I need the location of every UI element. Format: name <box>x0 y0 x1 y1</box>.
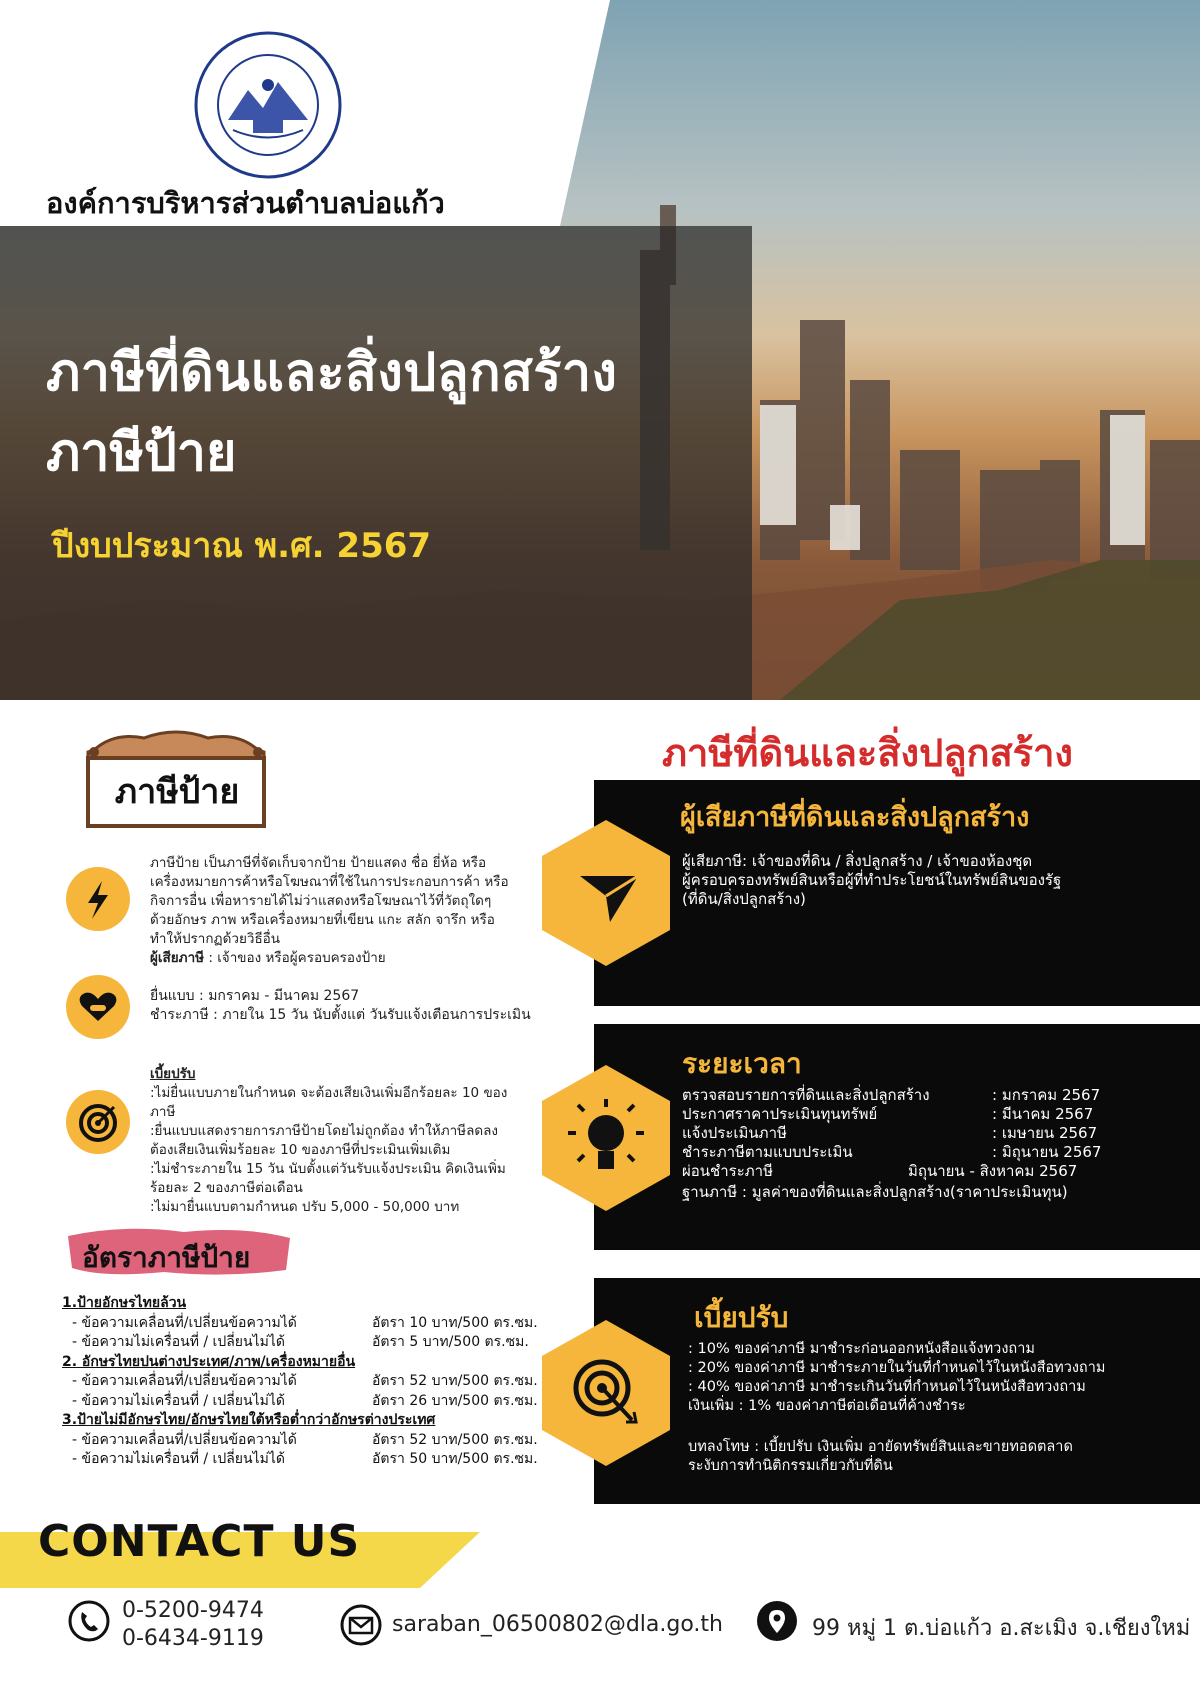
penalty-line: :ไม่ยื่นแบบภายในกำหนด จะต้องเสียเงินเพิ่มอีกร้อยละ 10 ของ <box>150 1085 508 1101</box>
handshake-heart-icon <box>66 975 130 1039</box>
period-item: ประกาศราคาประเมินทุนทรัพย์ <box>682 1105 878 1123</box>
rate-value: อัตรา 52 บาท/500 ตร.ซม. <box>372 1431 538 1448</box>
period-date: : มีนาคม 2567 <box>992 1105 1094 1123</box>
land-penalty-text <box>688 1340 1198 1476</box>
phone-number-1[interactable]: 0-5200-9474 <box>122 1598 264 1623</box>
penalty-line: : 20% ของค่าภาษี มาชำระภายในวันที่กำหนดไว้ในหนังสือทวงถาม <box>688 1360 1106 1376</box>
period-date: : มิถุนายน 2567 <box>992 1143 1102 1161</box>
land-penalty-heading: เบี้ยปรับ <box>694 1301 789 1334</box>
taxpayer-line: ผู้เสียภาษี: เจ้าของที่ดิน / สิ่งปลูกสร้าง / เจ้าของห้องชุด <box>682 852 1033 870</box>
rate-row <box>62 1392 562 1412</box>
sign-rate-title: อัตราภาษีป้าย <box>82 1241 251 1274</box>
description-line: เครื่องหมายการค้าหรือโฆษณาที่ใช้ในการประกอบการค้า หรือ <box>150 874 509 890</box>
taxpayer-line: ผู้ครอบครองทรัพย์สินหรือผู้ที่ทำประโยชน์ในทรัพย์สินของรัฐ <box>682 871 1062 889</box>
period-row <box>682 1105 1182 1124</box>
penalty-line: ภาษี <box>150 1104 176 1120</box>
penalty-title: เบี้ยปรับ <box>150 1066 196 1082</box>
period-row <box>682 1124 1182 1143</box>
rate-row <box>62 1314 562 1334</box>
period-item: แจ้งประเมินภาษี <box>682 1124 787 1142</box>
rate-label: - ข้อความเคลื่อนที่/เปลี่ยนข้อความได้ <box>72 1431 297 1448</box>
phone-number-2[interactable]: 0-6434-9119 <box>122 1626 264 1651</box>
taxpayer-text <box>682 852 1192 909</box>
rate-row <box>62 1450 562 1470</box>
address: 99 หมู่ 1 ต.บ่อแก้ว อ.สะเมิง จ.เชียงใหม่ <box>812 1616 1191 1641</box>
period-date: : มกราคม 2567 <box>992 1086 1101 1104</box>
period-row <box>682 1162 1182 1181</box>
rate-group-heading: 1.ป้ายอักษรไทยล้วน <box>62 1295 187 1311</box>
page-title-line2: ภาษีป้าย <box>46 423 237 483</box>
sign-tax-penalty <box>150 1065 570 1217</box>
rate-label: - ข้อความไม่เครื่อนที่ / เปลี่ยนไม่ได้ <box>72 1451 285 1467</box>
description-line: ด้วยอักษร ภาพ หรือเครื่องหมายที่เขียน แกะ สลัก จารึก หรือ <box>150 912 495 928</box>
period-item: ผ่อนชำระภาษี <box>682 1162 773 1180</box>
rate-value: อัตรา 26 บาท/500 ตร.ซม. <box>372 1392 538 1409</box>
payment-line: ชำระภาษี : ภายใน 15 วัน นับตั้งแต่ วันรับแจ้งเตือนการประเมิน <box>150 1007 531 1023</box>
period-row <box>682 1143 1182 1162</box>
rate-value: อัตรา 5 บาท/500 ตร.ซม. <box>372 1334 529 1350</box>
rate-group-heading: 2. อักษรไทยปนต่างประเทศ/ภาพ/เครื่องหมายอื่น <box>62 1353 356 1370</box>
taxpayer-label: ผู้เสียภาษี <box>150 950 205 966</box>
lightning-icon <box>66 867 130 931</box>
sanction-line: ระงับการทำนิติกรรมเกี่ยวกับที่ดิน <box>688 1458 893 1474</box>
sanction-line: บทลงโทษ : เบี้ยปรับ เงินเพิ่ม อายัดทรัพย์สินและขายทอดตลาด <box>688 1439 1073 1455</box>
rate-label: - ข้อความไม่เครื่อนที่ / เปลี่ยนไม่ได้ <box>72 1334 285 1350</box>
organization-seal-logo <box>193 30 343 180</box>
tax-base-line: ฐานภาษี : มูลค่าของที่ดินและสิ่งปลูกสร้าง(ราคาประเมินทุน) <box>682 1183 1068 1201</box>
rate-group-heading: 3.ป้ายไม่มีอักษรไทย/อักษรไทยใต้หรือต่ำกว่าอักษรต่างประเทศ <box>62 1412 436 1428</box>
land-tax-title: ภาษีที่ดินและสิ่งปลูกสร้าง <box>662 731 1073 775</box>
penalty-line: : 40% ของค่าภาษี มาชำระเกินวันที่กำหนดไว้ในหนังสือทวงถาม <box>688 1379 1086 1395</box>
rate-row <box>62 1333 562 1353</box>
contact-title: CONTACT US <box>38 1516 361 1567</box>
rate-row <box>62 1372 562 1392</box>
penalty-line: เงินเพิ่ม : 1% ของค่าภาษีต่อเดือนที่ค้างชำระ <box>688 1398 966 1414</box>
fiscal-year: ปีงบประมาณ พ.ศ. 2567 <box>52 526 432 566</box>
penalty-line: ต้องเสียเงินเพิ่มร้อยละ 10 ของภาษีที่ประเมินเพิ่มเติม <box>150 1142 451 1158</box>
penalty-line: :ยื่นแบบแสดงรายการภาษีป้ายโดยไม่ถูกต้อง ทำให้ภาษีลดลง <box>150 1123 498 1139</box>
phone-numbers <box>122 1597 264 1653</box>
taxpayer-value: : เจ้าของ หรือผู้ครอบครองป้าย <box>204 950 386 966</box>
description-line: ภาษีป้าย เป็นภาษีที่จัดเก็บจากป้าย ป้ายแสดง ชื่อ ยี่ห้อ หรือ <box>150 855 487 871</box>
sign-tax-badge: ภาษีป้าย <box>114 772 240 812</box>
email-address[interactable]: saraban_06500802@dla.go.th <box>392 1612 723 1637</box>
sign-tax-schedule <box>150 987 590 1025</box>
phone-icon <box>68 1600 110 1642</box>
description-line: กิจการอื่น เพื่อหารายได้ไม่ว่าแสดงหรือโฆษณาไว้ที่วัตถุใดๆ <box>150 893 492 909</box>
rate-value: อัตรา 50 บาท/500 ตร.ซม. <box>372 1451 538 1467</box>
mail-icon <box>340 1604 382 1646</box>
description-line: ทำให้ปรากฏด้วยวิธีอื่น <box>150 931 281 947</box>
lightbulb-gear-icon <box>540 1063 672 1213</box>
taxpayer-line: (ที่ดิน/สิ่งปลูกสร้าง) <box>682 890 806 908</box>
period-row <box>682 1086 1182 1105</box>
period-item: ชำระภาษีตามแบบประเมิน <box>682 1143 853 1161</box>
period-date: มิถุนายน - สิงหาคม 2567 <box>908 1162 1078 1180</box>
taxpayer-heading: ผู้เสียภาษีที่ดินและสิ่งปลูกสร้าง <box>680 802 1030 833</box>
target-arrow-icon <box>540 1318 672 1468</box>
taxpayer-line <box>150 949 550 968</box>
paper-plane-icon <box>540 818 672 968</box>
penalty-line: :ไม่มายื่นแบบตามกำหนด ปรับ 5,000 - 50,000 บาท <box>150 1199 460 1215</box>
penalty-line: : 10% ของค่าภาษี มาชำระก่อนออกหนังสือแจ้งทวงถาม <box>688 1341 1035 1357</box>
rate-label: - ข้อความเคลื่อนที่/เปลี่ยนข้อความได้ <box>72 1314 297 1331</box>
organization-name: องค์การบริหารส่วนตำบลบ่อแก้ว <box>46 186 445 220</box>
location-pin-icon <box>756 1600 798 1642</box>
period-heading: ระยะเวลา <box>682 1047 802 1080</box>
period-timeline <box>682 1086 1182 1202</box>
period-date: : เมษายน 2567 <box>992 1124 1098 1142</box>
sign-tax-description <box>150 854 550 968</box>
penalty-line: ร้อยละ 2 ของภาษีต่อเดือน <box>150 1180 303 1196</box>
rate-label: - ข้อความเคลื่อนที่/เปลี่ยนข้อความได้ <box>72 1373 297 1389</box>
penalty-line: :ไม่ชำระภายใน 15 วัน นับตั้งแต่วันรับแจ้งประเมิน คิดเงินเพิ่ม <box>150 1161 506 1177</box>
rate-row <box>62 1431 562 1451</box>
page-title-line1: ภาษีที่ดินและสิ่งปลูกสร้าง <box>46 343 618 403</box>
rate-label: - ข้อความไม่เครื่อนที่ / เปลี่ยนไม่ได้ <box>72 1392 285 1409</box>
target-icon <box>66 1090 130 1154</box>
period-item: ตรวจสอบรายการที่ดินและสิ่งปลูกสร้าง <box>682 1086 930 1104</box>
rate-value: อัตรา 10 บาท/500 ตร.ซม. <box>372 1314 538 1331</box>
filing-line: ยื่นแบบ : มกราคม - มีนาคม 2567 <box>150 988 360 1004</box>
rate-value: อัตรา 52 บาท/500 ตร.ซม. <box>372 1373 538 1389</box>
sign-rate-table <box>62 1294 562 1470</box>
